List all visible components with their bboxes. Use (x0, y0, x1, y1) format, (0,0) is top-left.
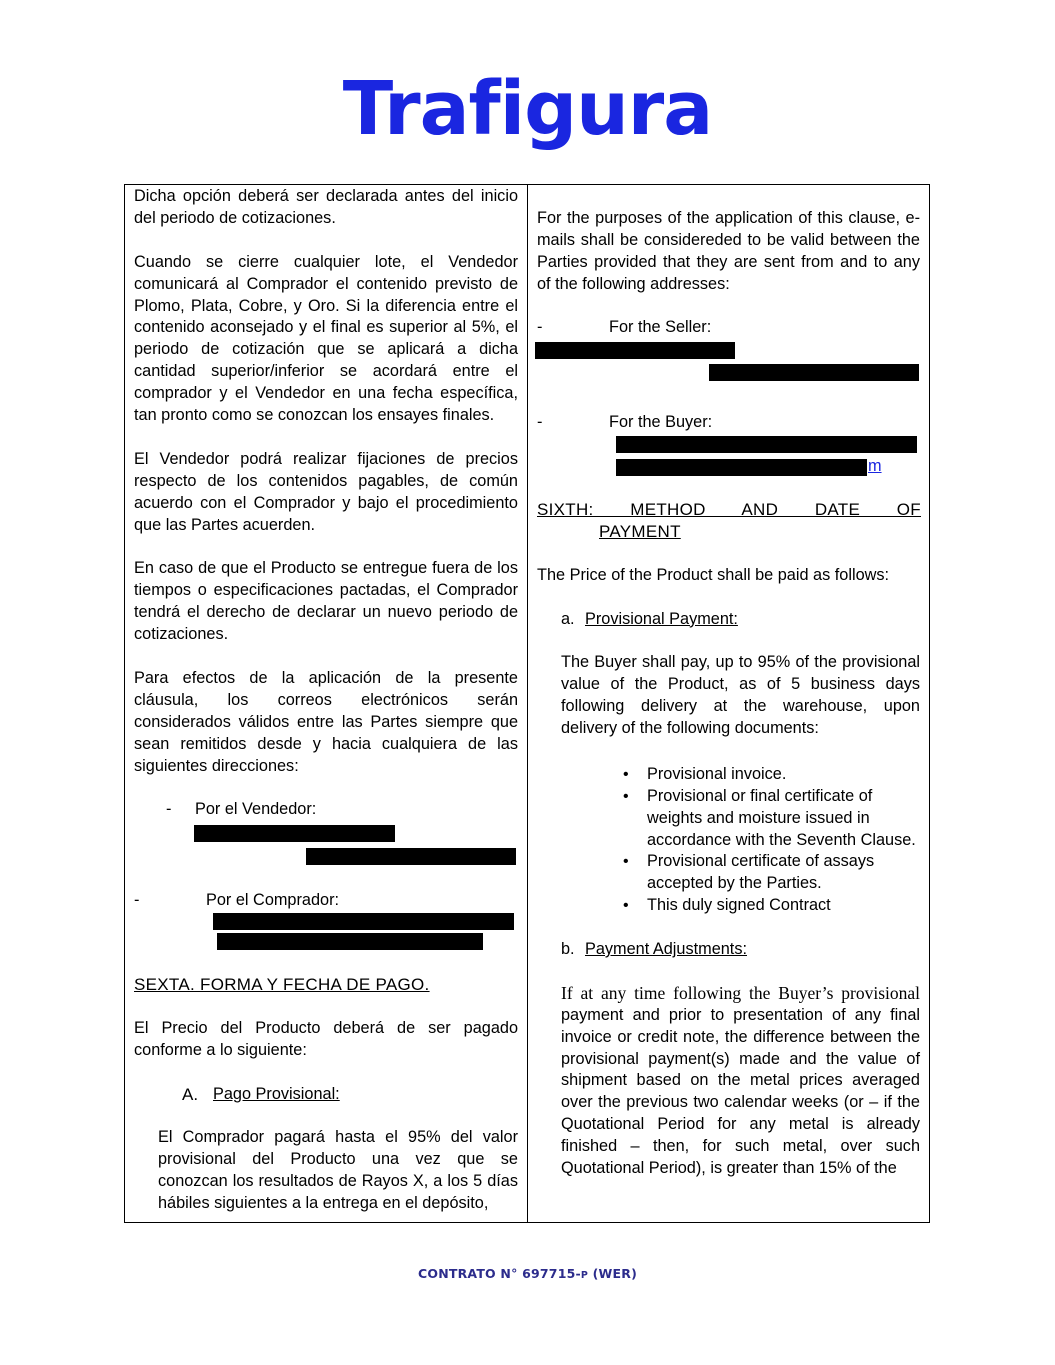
right-buyer-label: For the Buyer: (609, 413, 713, 432)
right-paragraph-2: The Price of the Product shall be paid as follows: (537, 565, 890, 584)
left-buyer-label: Por el Comprador: (206, 891, 340, 910)
left-paragraph-2: Cuando se cierre cualquier lote, el Vendedor comunicará al Comprador el contenido previsto de Plomo, Plata, Cobre, y Oro. Si la diferencia entre el contenido aconsejado y el final es superior al 5%, el periodo de cotización que se aplicará a dicha cantidad superior/inferior se acordará entre el comprador y el Vendedor en una fecha específica, tan pronto como se conozcan los ensayes finales. (134, 252, 518, 425)
redacted-block (616, 436, 917, 453)
right-sub-a (537, 609, 920, 631)
footer-contract-suffix: P (580, 1270, 589, 1281)
right-sub-a-letter: a. (561, 609, 575, 628)
right-buyer-dash: - (537, 413, 543, 432)
footer-contract-tail: (WER) (588, 1266, 637, 1281)
left-paragraph-6: El Precio del Producto deberá de ser pagado conforme a lo siguiente: (134, 1018, 518, 1059)
spanish-column (125, 185, 528, 1222)
required-documents-list (537, 764, 920, 917)
left-paragraph-1: Dicha opción deberá ser declarada antes del inicio del periodo de cotizaciones. (134, 187, 518, 227)
redacted-block (306, 848, 516, 865)
redacted-block (213, 913, 514, 930)
footer-contract-main: CONTRATO N° 697715- (418, 1266, 581, 1281)
contract-table (124, 184, 930, 1223)
right-buyer-email-row (537, 456, 920, 478)
left-paragraph-3: El Vendedor podrá realizar fijaciones de precios respecto de los contenidos pagables, de común acuerdo con el Comprador y bajo el procedimiento que las Partes acuerden. (134, 449, 518, 534)
right-section-heading (537, 499, 920, 521)
left-seller-label: Por el Vendedor: (195, 800, 317, 819)
left-seller-dash: - (166, 800, 172, 819)
right-paragraph-4-first-line: If at any time following the Buyer’s provisional (561, 982, 920, 1003)
right-sub-b-letter: b. (561, 940, 575, 959)
right-paragraph-1: For the purposes of the application of this clause, e-mails shall be considereded to be valid between the Parties provided that they are sent from and to any of the following addresses: (537, 208, 920, 293)
right-heading-line-2: PAYMENT (599, 521, 681, 541)
redacted-block (217, 933, 483, 950)
list-item: • Provisional invoice. (563, 764, 920, 786)
contract-number-footer (0, 1266, 1055, 1281)
left-paragraph-7: El Comprador pagará hasta el 95% del valor provisional del Producto una vez que se conozcan los resultados de Rayos X, a los 5 días hábiles siguientes a la entrega en el depósito, (158, 1128, 518, 1213)
redacted-block (194, 825, 395, 842)
left-paragraph-5: Para efectos de la aplicación de la presente cláusula, los correos electrónicos serán considerados válidos entre las Partes siempre que sean remitidos desde y hacia cualquiera de las siguientes direcciones: (134, 668, 518, 775)
left-seller-row (134, 799, 518, 821)
right-paragraph-4: payment and prior to presentation of any final invoice or credit note, the difference between the provisional payment(s) made and the value of shipment based on the metal prices averaged over the previous two calendar weeks (or – if the Quotational Period for any metal is already finished – then, for such metal, over such Quotational Period), is greater than 15% of the (561, 1005, 920, 1178)
redacted-block (535, 342, 735, 359)
buyer-email-link[interactable]: m (868, 457, 882, 476)
right-seller-dash: - (537, 318, 543, 337)
right-sub-a-label: Provisional Payment: (585, 609, 738, 628)
right-sub-b (537, 939, 920, 961)
list-item: • Provisional certificate of assays accepted by the Parties. (563, 851, 920, 895)
left-buyer-dash: - (134, 891, 140, 910)
right-paragraph-3: The Buyer shall pay, up to 95% of the provisional value of the Product, as of 5 business days following delivery at the warehouse, upon delivery of the following documents: (561, 653, 920, 738)
right-heading-line-1: SIXTH: METHOD AND DATE OF (537, 500, 921, 520)
right-seller-label: For the Seller: (609, 318, 712, 337)
left-paragraph-4: En caso de que el Producto se entregue fuera de los tiempos o especificaciones pactadas, el Comprador tendrá el derecho de declarar un nuevo periodo de cotizaciones. (134, 559, 518, 644)
trafigura-logo: Trafigura (342, 66, 713, 152)
left-sub-a-letter: A. (182, 1084, 199, 1104)
left-buyer-row (134, 890, 518, 912)
left-sub-a-label: Pago Provisional: (213, 1084, 340, 1103)
left-sub-a (134, 1084, 518, 1106)
redacted-block (616, 459, 867, 476)
list-item: • Provisional or final certificate of weights and moisture issued in accordance with the Seventh Clause. (563, 786, 920, 852)
list-item: • This duly signed Contract (563, 895, 920, 917)
right-buyer-row (537, 412, 920, 434)
english-column (528, 185, 929, 1222)
left-section-heading: SEXTA. FORMA Y FECHA DE PAGO. (134, 975, 430, 995)
right-sub-b-label: Payment Adjustments: (585, 940, 747, 959)
redacted-block (709, 364, 919, 381)
right-seller-row (537, 317, 920, 339)
